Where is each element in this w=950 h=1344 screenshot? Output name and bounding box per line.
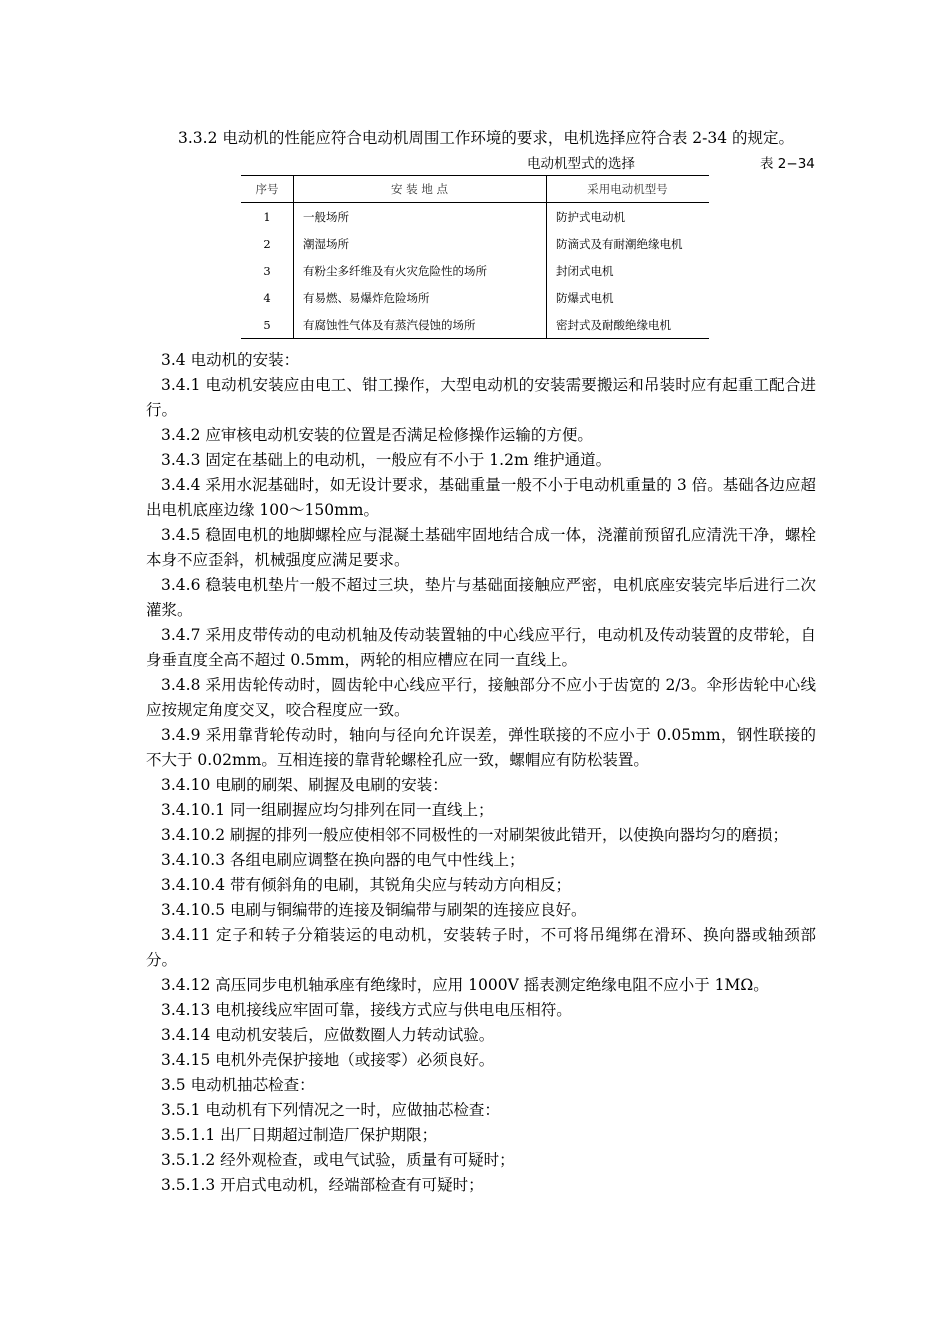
table-number: 表 2−34 (760, 156, 815, 172)
cell-serial: 1 (263, 209, 271, 224)
intro-paragraph: 3.3.2 电动机的性能应符合电动机周围工作环境的要求，电机选择应符合表 2-34 的规定。 (178, 129, 795, 147)
cell-serial: 2 (263, 236, 271, 251)
motor-type-table (241, 175, 709, 339)
cell-location: 潮湿场所 (294, 230, 547, 257)
section-heading: 3.5 电动机抽芯检查： (161, 1076, 315, 1094)
clause-paragraph: 3.4.9 采用靠背轮传动时，轴向与径向允许误差，弹性联接的不应小于 0.05mm，钢性联接的不大于 0.02mm。互相连接的靠背轮螺栓孔应一致，螺帽应有防松装置。 (146, 726, 816, 769)
clause-paragraph: 3.4.2 应审核电动机安装的位置是否满足检修操作运输的方便。 (161, 426, 593, 444)
cell-location: 一般场所 (294, 203, 547, 231)
clause-paragraph: 3.4.7 采用皮带传动的电动机轴及传动装置轴的中心线应平行，电动机及传动装置的皮带轮，自身垂直度全高不超过 0.5mm，两轮的相应槽应在同一直线上。 (146, 626, 816, 669)
clause-paragraph: 3.4.5 稳固电机的地脚螺栓应与混凝土基础牢固地结合成一体，浇灌前预留孔应清洗干净，螺栓本身不应歪斜，机械强度应满足要求。 (146, 526, 816, 569)
clause-paragraph: 3.4.6 稳装电机垫片一般不超过三块，垫片与基础面接触应严密，电机底座安装完毕后进行二次灌浆。 (146, 576, 816, 619)
body-text (146, 348, 816, 1198)
section-heading: 3.4 电动机的安装： (161, 351, 300, 369)
cell-motor-type: 防滴式及有耐潮绝缘电机 (556, 236, 683, 251)
clause-paragraph: 3.5.1.1 出厂日期超过制造厂保护期限； (161, 1126, 438, 1144)
clause-paragraph: 3.4.11 定子和转子分箱装运的电动机，安装转子时，不可将吊绳绑在滑环、换向器或轴颈部分。 (146, 926, 816, 969)
header-motor-type: 采用电动机型号 (547, 176, 710, 203)
cell-location: 有粉尘多纤维及有火灾危险性的场所 (294, 257, 547, 284)
clause-paragraph: 3.5.1 电动机有下列情况之一时，应做抽芯检查： (161, 1101, 500, 1119)
clause-paragraph: 3.4.10 电刷的刷架、刷握及电刷的安装： (161, 776, 448, 794)
table-row (241, 203, 709, 231)
clause-paragraph: 3.4.12 高压同步电机轴承座有绝缘时，应用 1000V 摇表测定绝缘电阻不应小于 1MΩ。 (161, 976, 769, 994)
clause-paragraph: 3.4.8 采用齿轮传动时，圆齿轮中心线应平行，接触部分不应小于齿宽的 2/3。伞形齿轮中心线应按规定角度交叉，咬合程度应一致。 (146, 676, 816, 719)
table-row (241, 311, 709, 339)
header-serial: 序号 (241, 176, 294, 203)
clause-paragraph: 3.4.10.3 各组电刷应调整在换向器的电气中性线上； (161, 851, 525, 869)
cell-serial: 4 (263, 290, 271, 305)
cell-motor-type: 防爆式电机 (556, 290, 614, 305)
clause-paragraph: 3.5.1.3 开启式电动机，经端部检查有可疑时； (161, 1176, 484, 1194)
cell-motor-type: 密封式及耐酸绝缘电机 (547, 311, 710, 339)
table-header-row (241, 176, 709, 203)
clause-paragraph: 3.4.3 固定在基础上的电动机，一般应有不小于 1.2m 维护通道。 (161, 451, 612, 469)
header-location: 安 装 地 点 (294, 176, 547, 203)
clause-paragraph: 3.4.10.4 带有倾斜角的电刷，其锐角尖应与转动方向相反； (161, 876, 572, 894)
cell-motor-type: 封闭式电机 (556, 263, 614, 278)
clause-paragraph: 3.4.15 电机外壳保护接地（或接零）必须良好。 (161, 1051, 495, 1069)
table-row (241, 284, 709, 311)
clause-paragraph: 3.4.10.1 同一组刷握应均匀排列在同一直线上； (161, 801, 494, 819)
cell-location: 有易燃、易爆炸危险场所 (294, 284, 547, 311)
clause-paragraph: 3.4.10.5 电刷与铜编带的连接及铜编带与刷架的连接应良好。 (161, 901, 587, 919)
clause-paragraph: 3.4.10.2 刷握的排列一般应使相邻不同极性的一对刷架彼此错开，以使换向器均匀的磨损； (161, 826, 789, 844)
clause-paragraph: 3.4.1 电动机安装应由电工、钳工操作，大型电动机的安装需要搬运和吊装时应有起重工配合进行。 (146, 376, 816, 419)
cell-location: 有腐蚀性气体及有蒸汽侵蚀的场所 (294, 311, 547, 339)
clause-paragraph: 3.4.13 电机接线应牢固可靠，接线方式应与供电电压相符。 (161, 1001, 572, 1019)
cell-serial: 5 (241, 311, 294, 339)
cell-motor-type: 防护式电动机 (556, 209, 625, 224)
table-title: 电动机型式的选择 (527, 156, 635, 172)
cell-serial: 3 (263, 263, 271, 278)
clause-paragraph: 3.4.14 电动机安装后，应做数圈人力转动试验。 (161, 1026, 495, 1044)
table-row (241, 257, 709, 284)
clause-paragraph: 3.5.1.2 经外观检查，或电气试验，质量有可疑时； (161, 1151, 515, 1169)
clause-paragraph: 3.4.4 采用水泥基础时，如无设计要求，基础重量一般不小于电动机重量的 3 倍。基础各边应超出电机底座边缘 100～150mm。 (146, 476, 816, 519)
table-row (241, 230, 709, 257)
